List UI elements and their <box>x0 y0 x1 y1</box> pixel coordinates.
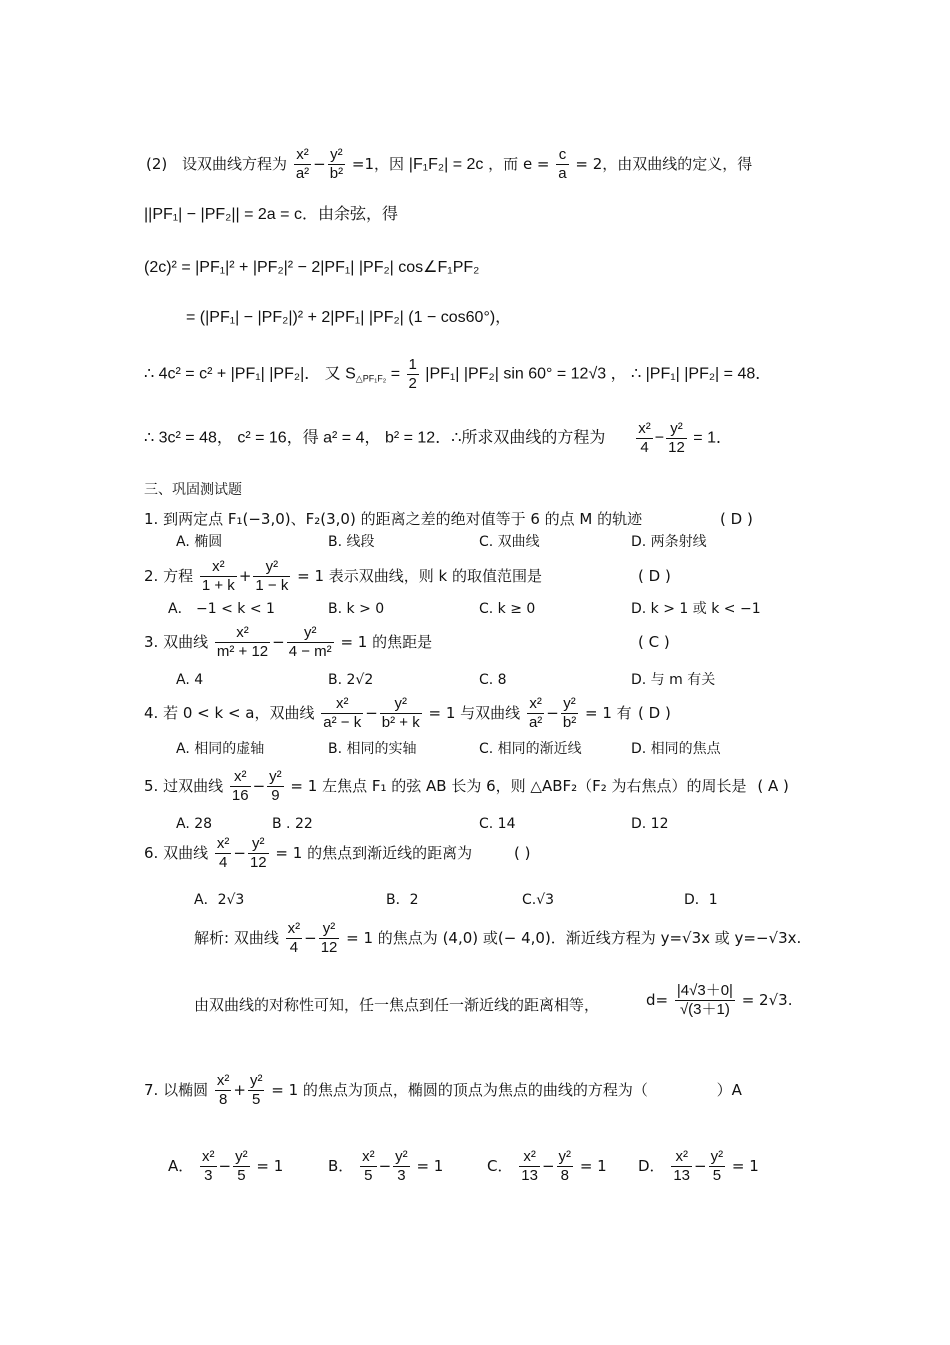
q1-option-c: C. 双曲线 <box>479 534 540 550</box>
frac-y2-4mm2: $\frac{\text{y²}}{\text{4 − m²}}$ <box>288 624 332 660</box>
frac-y2-12-q6: $\frac{\text{y²}}{12}$ <box>249 835 267 871</box>
q2-option-c: C. k ≥ 0 <box>479 601 536 617</box>
part2-line6: ∴ 3c² = 48， c² = 16，得 a² = 4， b² = 12．∴所求双曲线的方程为 $\frac{\text{x²}}{4}$ − $\frac{\text{y²}}{12}$ = 1． <box>144 420 732 456</box>
part2-line6a: ∴ 3c² = 48， c² = 16，得 a² = 4， b² = 12．∴所求双曲线的方程为 <box>144 429 606 447</box>
q2-option-d: D. k > 1 或 k < −1 <box>631 601 761 617</box>
frac-x2-a2mk: $\frac{\text{x²}}{\text{a² − k}}$ <box>323 695 362 731</box>
q4-answer: ( D ) <box>638 704 671 722</box>
q2-option-a: A． −1 < k < 1 <box>168 601 275 617</box>
part2-line4: = (|PF₁| − |PF₂|)² + 2|PF₁| |PF₂| (1 − cos60°)， <box>186 309 512 326</box>
frac-distance: $\frac{|4√3+0|}{√(3+1)}$ <box>676 982 733 1018</box>
q1-option-a: A. 椭圆 <box>176 534 223 550</box>
frac-y2-5: $\frac{\text{y²}}{5}$ <box>249 1072 263 1108</box>
q6-option-c: C.√3 <box>522 892 555 908</box>
frac-x2-1pk: $\frac{\text{x²}}{1 + k}$ <box>201 558 235 594</box>
part2-line5 <box>144 356 771 393</box>
q3-answer: ( C ) <box>638 633 670 651</box>
q2-option-b: B. k > 0 <box>328 601 385 617</box>
q6-stem: 6. 双曲线 $\frac{\text{x²}}{4}$ − $\frac{\text{y²}}{12}$ = 1 的焦点到渐近线的距离为 ( ) <box>144 835 531 871</box>
q3-stem-b: = 1 的焦距是 <box>340 633 433 651</box>
q6-analysis-e: = 2√3. <box>741 991 793 1009</box>
part2-line1: (2) 设双曲线方程为 $\frac{\text{x²}}{\text{a²}}$ − $\frac{\text{y²}}{\text{b²}}$ =1，因 |F₁F₂| = 2c ，而 e = $\frac{c}{a}$ = 2，由双曲线的定义，得 <box>146 146 753 182</box>
part2-line2: ||PF₁| − |PF₂|| = 2a = c．由余弦，得 <box>144 206 398 223</box>
part2-line5c: |PF₁| |PF₂| sin 60° = 12√3 ， ∴ |PF₁| |PF₂| = 48． <box>425 365 772 383</box>
part2-text1: 设双曲线方程为 <box>182 155 288 173</box>
frac-y2-9: $\frac{\text{y²}}{9}$ <box>269 768 282 804</box>
part2-line5a: ∴ 4c² = c² + |PF₁| |PF₂|． 又 S <box>144 365 356 383</box>
q7-option-a: A． $\frac{\text{x²}}{3}$ − $\frac{\text{y²}}{5}$ = 1 <box>168 1148 284 1184</box>
q7-stem-b: = 1 的焦点为顶点，椭圆的顶点为焦点的曲线的方程为（ <box>271 1081 648 1099</box>
part2-line5b: = <box>390 365 401 383</box>
q6-analysis-b: = 1 的焦点为 (4,0) 或(− 4,0)．渐近线方程为 y=√3x 或 y=−√3x. <box>346 929 802 947</box>
q2-stem-a: 2. 方程 <box>144 567 194 585</box>
section-title: 三、巩固测试题 <box>144 482 242 498</box>
q2-answer: ( D ) <box>638 567 671 585</box>
q3-option-c: C. 8 <box>479 672 507 688</box>
q4-stem: 4. 若 0 < k < a，双曲线 $\frac{\text{x²}}{\text{a² − k}}$ − $\frac{\text{y²}}{\text{b² + k}}$ = 1 与双曲线 $\frac{\text{x²}}{\text{a²}}$ − $\frac{\text{y²}}{\text{b²}}$ = 1 有 ( D ) <box>144 695 671 731</box>
q7-stem: 7. 以椭圆 $\frac{\text{x²}}{8}$ + $\frac{\text{y²}}{5}$ = 1 的焦点为顶点，椭圆的顶点为焦点的曲线的方程为（ ）A <box>144 1072 742 1108</box>
frac-x2-4-q6: $\frac{\text{x²}}{4}$ <box>216 835 230 871</box>
frac-y2-b2pk: $\frac{\text{y²}}{\text{b² + k}}$ <box>381 695 420 731</box>
q6-option-d: D．1 <box>684 892 718 908</box>
part2-line5-sub: △PF₁F₂ <box>355 373 387 384</box>
part2-label: (2) <box>146 155 168 173</box>
frac-y2-1mk: $\frac{\text{y²}}{1 - k}$ <box>255 558 289 594</box>
q3-option-b: B. 2√2 <box>328 672 374 688</box>
q6-option-b: B．2 <box>386 892 419 908</box>
frac-y2-b2: $\frac{\text{y²}}{\text{b²}}$ <box>329 146 344 182</box>
part2-eq2: = 2，由双曲线的定义，得 <box>575 155 753 173</box>
q4-stem-c: = 1 有 <box>584 704 632 722</box>
q1-option-b: B. 线段 <box>328 534 375 550</box>
q3-option-d: D. 与 m 有关 <box>631 672 716 688</box>
q5-option-c: C. 14 <box>479 816 516 832</box>
q4-stem-b: = 1 与双曲线 <box>428 704 521 722</box>
part2-line6b: = 1． <box>693 429 732 447</box>
q7-option-d: D． $\frac{\text{x²}}{13}$ − $\frac{\text{y²}}{5}$ = 1 <box>638 1148 759 1184</box>
frac-c-a: $\frac{c}{a}$ <box>558 146 567 182</box>
q5-option-b: B . 22 <box>272 816 313 832</box>
q6-stem-a: 6. 双曲线 <box>144 844 209 862</box>
frac-x2-a2: $\frac{\text{x²}}{\text{a²}}$ <box>295 146 310 182</box>
q4-option-b: B. 相同的实轴 <box>328 741 417 757</box>
q6-analysis-distance <box>646 982 792 1019</box>
q1-stem <box>144 509 784 529</box>
q2-stem-b: = 1 表示双曲线，则 k 的取值范围是 <box>297 567 542 585</box>
q6-stem-b: = 1 的焦点到渐近线的距离为 <box>275 844 473 862</box>
q4-stem-a: 4. 若 0 < k < a，双曲线 <box>144 704 315 722</box>
frac-x2-4: $\frac{\text{x²}}{4}$ <box>638 420 651 456</box>
frac-x2-4-analysis: $\frac{\text{x²}}{4}$ <box>287 920 301 956</box>
q2-stem: 2. 方程 $\frac{\text{x²}}{1 + k}$ + $\frac{\text{y²}}{1 - k}$ = 1 表示双曲线，则 k 的取值范围是 ( D ) <box>144 558 671 594</box>
part2-eq1: =1，因 <box>351 155 404 173</box>
q5-option-d: D. 12 <box>631 816 669 832</box>
part2-f1f2: |F₁F₂| = 2c <box>408 156 484 173</box>
q1-answer: ( D ) <box>720 510 753 528</box>
q5-stem-b: = 1 左焦点 F₁ 的弦 AB 长为 6，则 △ABF₂（F₂ 为右焦点）的周长是 <box>290 777 747 795</box>
frac-y2-12-analysis: $\frac{\text{y²}}{12}$ <box>320 920 338 956</box>
q3-stem: 3. 双曲线 $\frac{\text{x²}}{\text{m² + 12}}$ − $\frac{\text{y²}}{\text{4 − m²}}$ = 1 的焦距是 ( C ) <box>144 624 670 660</box>
q4-option-c: C. 相同的渐近线 <box>479 741 582 757</box>
part2-text2: ，而 e = <box>488 155 550 173</box>
q7-stem-c: ）A <box>716 1081 742 1099</box>
q6-analysis-line1: 解析: 双曲线 $\frac{\text{x²}}{4}$ − $\frac{\text{y²}}{12}$ = 1 的焦点为 (4,0) 或(− 4,0)．渐近线方程为 y=√3x 或 y=−√3x. <box>194 920 802 956</box>
q5-stem-a: 5. 过双曲线 <box>144 777 224 795</box>
q1-option-d: D. 两条射线 <box>631 534 707 550</box>
frac-x2-m2p12: $\frac{\text{x²}}{\text{m² + 12}}$ <box>216 624 269 660</box>
q1-stem-text: 1. 到两定点 F₁(−3,0)、F₂(3,0) 的距离之差的绝对值等于 6 的点 M 的轨迹 <box>144 510 643 528</box>
q6-option-a: A．2√3 <box>194 892 245 908</box>
q7-option-c: C． $\frac{\text{x²}}{13}$ − $\frac{\text{y²}}{8}$ = 1 <box>487 1148 607 1184</box>
frac-x2-16: $\frac{\text{x²}}{16}$ <box>231 768 249 804</box>
q3-option-a: A. 4 <box>176 672 204 688</box>
frac-x2-8: $\frac{\text{x²}}{8}$ <box>216 1072 230 1108</box>
frac-y2-b2-q4: $\frac{\text{y²}}{\text{b²}}$ <box>562 695 577 731</box>
q6-analysis-a: 解析: 双曲线 <box>194 929 279 947</box>
q6-analysis-d: d= <box>646 991 669 1009</box>
q3-stem-a: 3. 双曲线 <box>144 633 209 651</box>
q4-option-d: D. 相同的焦点 <box>631 741 721 757</box>
q7-stem-a: 7. 以椭圆 <box>144 1081 209 1099</box>
q5-answer: ( A ) <box>757 777 789 795</box>
part2-line3: (2c)² = |PF₁|² + |PF₂|² − 2|PF₁| |PF₂| cos∠F₁PF₂ <box>144 259 480 276</box>
q7-option-b: B． $\frac{\text{x²}}{5}$ − $\frac{\text{y²}}{3}$ = 1 <box>328 1148 444 1184</box>
frac-x2-a2-q4: $\frac{\text{x²}}{\text{a²}}$ <box>528 695 543 731</box>
q6-analysis-c: 由双曲线的对称性可知，任一焦点到任一渐近线的距离相等， <box>194 996 600 1014</box>
frac-1-2: $\frac{1}{2}$ <box>408 356 417 392</box>
frac-y2-12: $\frac{\text{y²}}{12}$ <box>668 420 685 456</box>
q5-stem: 5. 过双曲线 $\frac{\text{x²}}{16}$ − $\frac{\text{y²}}{9}$ = 1 左焦点 F₁ 的弦 AB 长为 6，则 △ABF₂（F₂ 为右焦点）的周长是 ( A ) <box>144 768 789 804</box>
q6-answer: ( ) <box>514 844 531 862</box>
q4-option-a: A. 相同的虚轴 <box>176 741 265 757</box>
q5-option-a: A. 28 <box>176 816 213 832</box>
